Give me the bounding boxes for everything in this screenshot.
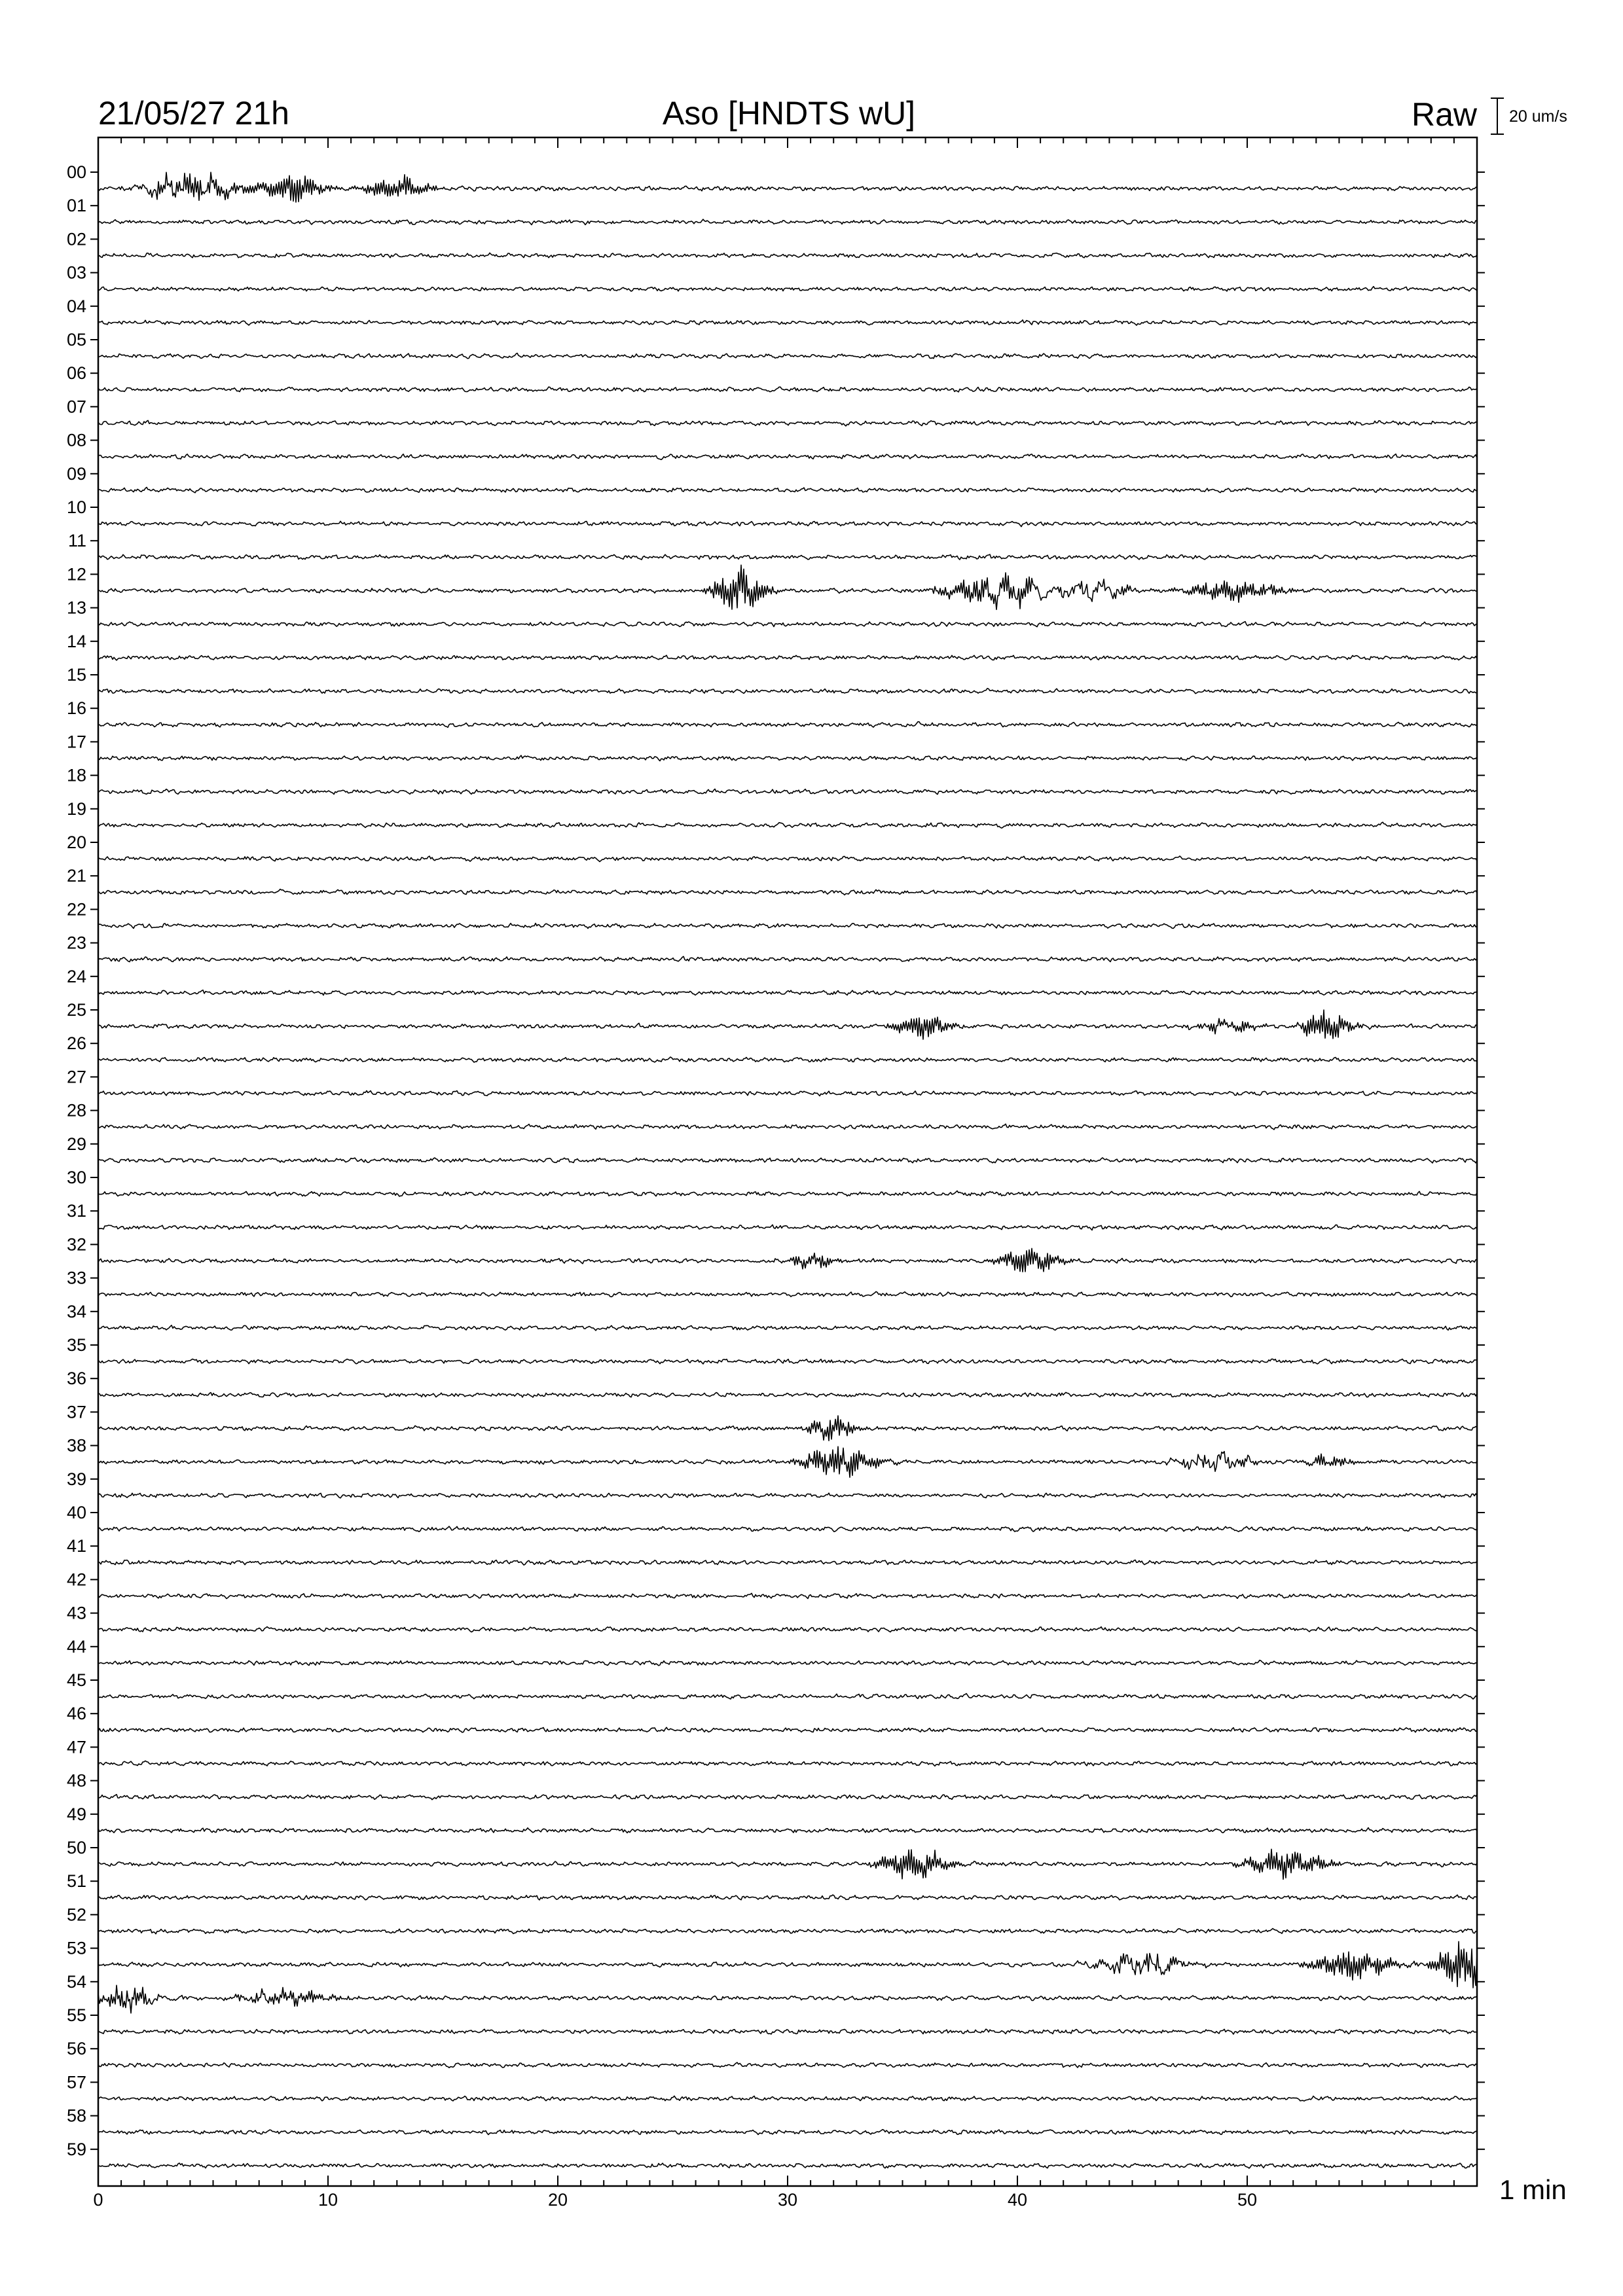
row-label: 35 xyxy=(66,1335,86,1355)
row-label: 18 xyxy=(66,765,86,785)
row-label: 21 xyxy=(66,866,86,886)
trace-58 xyxy=(98,2130,1477,2135)
trace-39 xyxy=(98,1493,1477,1498)
trace-32 xyxy=(98,1248,1477,1272)
trace-22 xyxy=(98,924,1477,929)
trace-37 xyxy=(98,1416,1477,1441)
trace-23 xyxy=(98,956,1477,961)
trace-09 xyxy=(98,488,1477,493)
row-label: 23 xyxy=(66,933,86,953)
row-label: 09 xyxy=(66,463,86,484)
trace-49 xyxy=(98,1828,1477,1833)
row-label: 01 xyxy=(66,196,86,216)
row-label: 58 xyxy=(66,2106,86,2126)
row-label: 51 xyxy=(66,1871,86,1892)
row-label: 27 xyxy=(66,1067,86,1087)
trace-16 xyxy=(98,722,1477,728)
row-label: 56 xyxy=(66,2039,86,2059)
x-tick-label: 10 xyxy=(318,2190,338,2210)
row-label: 37 xyxy=(66,1402,86,1422)
row-label: 30 xyxy=(66,1168,86,1187)
trace-47 xyxy=(98,1761,1477,1766)
mode-label: Raw xyxy=(1411,96,1477,133)
x-tick-label: 50 xyxy=(1237,2190,1258,2210)
x-axis-unit-label: 1 min xyxy=(1499,2174,1567,2205)
trace-01 xyxy=(98,219,1477,224)
row-label: 11 xyxy=(67,531,86,551)
trace-04 xyxy=(98,320,1477,325)
trace-02 xyxy=(98,253,1477,257)
trace-40 xyxy=(98,1526,1477,1532)
trace-45 xyxy=(98,1694,1477,1699)
trace-03 xyxy=(98,287,1477,291)
row-label: 45 xyxy=(66,1670,86,1690)
trace-24 xyxy=(98,990,1477,996)
row-label: 19 xyxy=(66,798,86,819)
trace-13 xyxy=(98,622,1477,627)
x-tick-label: 0 xyxy=(93,2190,103,2210)
row-labels xyxy=(67,162,86,2159)
row-label: 08 xyxy=(66,430,86,450)
row-label: 36 xyxy=(66,1369,86,1389)
trace-54 xyxy=(98,1985,1477,2013)
trace-18 xyxy=(98,789,1477,795)
row-label: 06 xyxy=(66,363,86,384)
trace-27 xyxy=(98,1091,1477,1096)
x-tick-label: 20 xyxy=(547,2190,568,2210)
row-label: 24 xyxy=(66,966,86,986)
trace-43 xyxy=(98,1627,1477,1632)
trace-53 xyxy=(98,1941,1477,1988)
trace-51 xyxy=(98,1895,1477,1900)
row-label: 32 xyxy=(66,1234,86,1255)
row-label: 53 xyxy=(66,1938,86,1958)
x-axis-tick-labels xyxy=(93,2190,1257,2210)
trace-46 xyxy=(98,1727,1477,1732)
trace-21 xyxy=(98,889,1477,895)
row-label: 31 xyxy=(66,1201,86,1221)
trace-26 xyxy=(98,1057,1477,1062)
row-label: 26 xyxy=(66,1033,86,1054)
row-label: 15 xyxy=(66,665,86,685)
row-label: 05 xyxy=(66,330,86,350)
trace-50 xyxy=(98,1849,1477,1879)
row-label: 34 xyxy=(66,1301,86,1321)
trace-15 xyxy=(98,689,1477,694)
row-label: 22 xyxy=(66,899,86,920)
row-label: 25 xyxy=(66,1000,86,1020)
trace-55 xyxy=(98,2029,1477,2034)
trace-29 xyxy=(98,1158,1477,1163)
trace-14 xyxy=(98,655,1477,660)
trace-19 xyxy=(98,822,1477,828)
row-label: 52 xyxy=(66,1905,86,1925)
trace-05 xyxy=(98,353,1477,359)
row-label: 03 xyxy=(66,262,86,283)
row-label: 39 xyxy=(66,1469,86,1489)
amplitude-scale-bar xyxy=(1491,98,1567,134)
row-label: 02 xyxy=(66,229,86,249)
trace-52 xyxy=(98,1929,1477,1934)
row-label: 54 xyxy=(66,1971,86,1992)
trace-00 xyxy=(98,172,1477,202)
row-label: 46 xyxy=(66,1704,86,1724)
row-label: 07 xyxy=(66,397,86,417)
row-label: 33 xyxy=(66,1268,86,1288)
row-label: 28 xyxy=(66,1100,86,1121)
row-label: 17 xyxy=(66,732,86,752)
row-label: 14 xyxy=(66,631,86,651)
row-label: 20 xyxy=(66,833,86,852)
trace-06 xyxy=(98,387,1477,392)
row-label: 13 xyxy=(66,598,86,618)
row-label: 42 xyxy=(66,1570,86,1590)
trace-31 xyxy=(98,1225,1477,1230)
trace-38 xyxy=(98,1446,1477,1477)
row-label: 44 xyxy=(66,1636,86,1657)
row-label: 48 xyxy=(66,1770,86,1791)
row-label: 41 xyxy=(66,1536,86,1556)
row-label: 47 xyxy=(66,1737,86,1757)
trace-35 xyxy=(98,1359,1477,1364)
row-label: 40 xyxy=(66,1503,86,1522)
trace-57 xyxy=(98,2096,1477,2101)
row-label: 29 xyxy=(66,1134,86,1154)
trace-33 xyxy=(98,1291,1477,1297)
trace-28 xyxy=(98,1124,1477,1130)
x-tick-label: 40 xyxy=(1007,2190,1028,2210)
row-label: 55 xyxy=(66,2005,86,2025)
trace-44 xyxy=(98,1660,1477,1666)
scale-bar-label: 20 um/s xyxy=(1509,107,1567,126)
row-label: 04 xyxy=(66,296,86,316)
trace-48 xyxy=(98,1795,1477,1800)
trace-41 xyxy=(98,1560,1477,1566)
row-label: 12 xyxy=(66,564,86,584)
date-hour-label: 21/05/27 21h xyxy=(98,95,289,132)
row-label: 59 xyxy=(66,2139,86,2159)
seismic-traces xyxy=(98,172,1477,2168)
station-title: Aso [HNDTS wU] xyxy=(662,95,916,132)
trace-56 xyxy=(98,2062,1477,2068)
trace-34 xyxy=(98,1325,1477,1331)
row-label: 57 xyxy=(66,2072,86,2092)
trace-08 xyxy=(98,454,1477,460)
row-label: 38 xyxy=(66,1435,86,1456)
row-label: 50 xyxy=(66,1838,86,1857)
trace-30 xyxy=(98,1191,1477,1196)
row-label: 16 xyxy=(66,698,86,719)
trace-20 xyxy=(98,856,1477,862)
row-label: 00 xyxy=(66,162,86,182)
trace-25 xyxy=(98,1010,1477,1039)
trace-42 xyxy=(98,1593,1477,1598)
row-label: 49 xyxy=(66,1804,86,1824)
trace-11 xyxy=(98,554,1477,560)
row-label: 10 xyxy=(66,497,86,517)
trace-10 xyxy=(98,521,1477,526)
row-label: 43 xyxy=(66,1603,86,1623)
trace-59 xyxy=(98,2163,1477,2168)
trace-12 xyxy=(98,565,1477,609)
x-tick-label: 30 xyxy=(777,2190,798,2210)
trace-17 xyxy=(98,755,1477,761)
trace-36 xyxy=(98,1392,1477,1397)
trace-07 xyxy=(98,420,1477,426)
